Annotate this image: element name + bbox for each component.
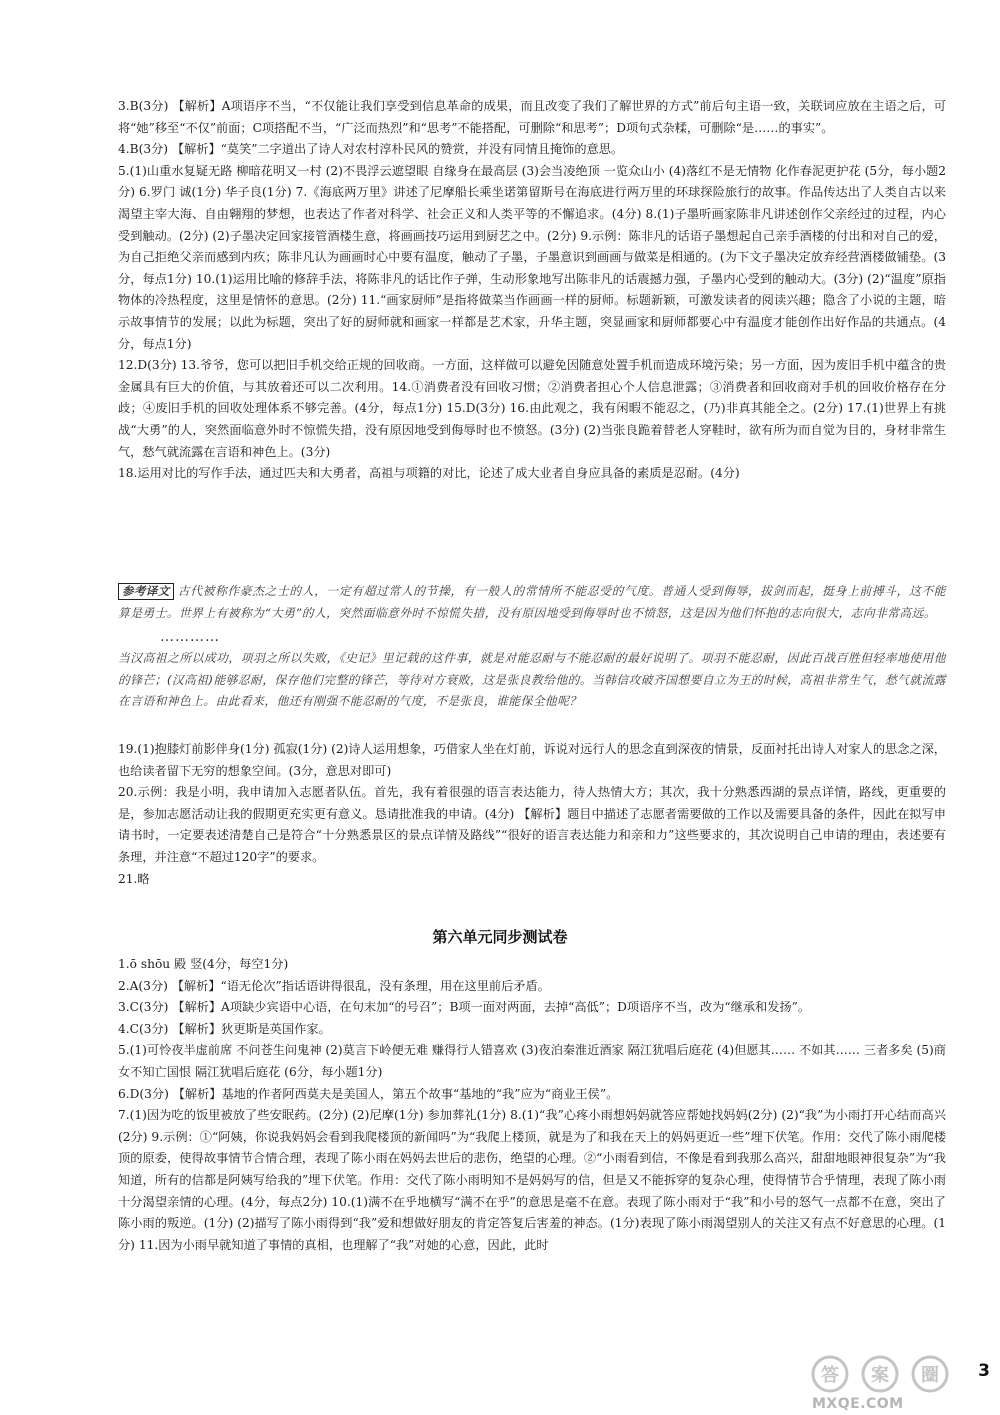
watermark-char-3: 圈 [921,1365,939,1386]
answer-item-19: 19.(1)抱膝灯前影伴身(1分) 孤寂(1分) (2)诗人运用想象，巧借家人坐在灯前，诉说对远行人的思念直到深夜的情景，反面衬托出诗人对家人的思念之深，也给读者留下无穷的想象空间。(3分，意思对即可) [118,742,946,778]
reference-tag: 参考译文 [118,583,174,600]
unit6-answers-7-11: 7.(1)因为吃的饭里被放了些安眠药。(2分) (2)尼摩(1分) 参加葬礼(1分) 8.(1)“我”心疼小雨想妈妈就答应帮她找妈妈(2分) (2)“我”为小雨打开心结而高兴(2分) 9.示例：①“阿姨，你说我妈妈会看到我爬楼顶的新闻吗”为“我爬上楼顶，就是为了和我在天上的妈妈更近一些”埋下伏笔。作用：交代了陈小雨爬楼顶的原委，使得故事情节合情合理，表现了陈小雨在妈妈去世后的悲伤，绝望的心理。②“小雨看到信，不像是看到我那么高兴，甜甜地眼神很复杂”为“我知道，所有的信都是阿姨写给我的”埋下伏笔。作用：交代了陈小雨明知不是妈妈写的信，但是又不能拆穿的复杂心理，使得情节合乎情理，表现了陈小雨十分渴望亲情的心理。(4分，每点2分) 10.(1)满不在乎地横写“满不在乎”的意思是毫不在意。表现了陈小雨对于“我”和小号的怒气一点都不在意，突出了陈小雨的叛逆。(1分) (2)描写了陈小雨得到“我”爱和想做好朋友的肯定答复后害羞的神态。(1分)表现了陈小雨渴望别人的关注又有点不好意思的心理。(1分) 11.因为小雨早就知道了事情的真相，也理解了“我”对她的心意，因此，此时 [118,1108,946,1252]
answers-bottom [118,954,946,1256]
reference-continued: 当汉高祖之所以成功，项羽之所以失败，《史记》里记载的这件事，就是对能忍耐与不能忍耐的最好说明了。项羽不能忍耐，因此百战百胜但轻率地使用他的锋芒；(汉高祖)能够忍耐，保存他们完整的锋芒，等待对方衰败，这是张良教给他的。当韩信攻破齐国想要自立为王的时候，高祖非常生气，愁气就流露在言语和神色上。由此看来，他还有刚强不能忍耐的气度，不是张良，谁能保全他呢？ [118,651,946,709]
reference-text: 古代被称作豪杰之士的人，一定有超过常人的节操，有一般人的常情所不能忍受的气度。普通人受到侮辱，拔剑而起，挺身上前搏斗，这不能算是勇士。世界上有被称为“大勇”的人，突然面临意外时不惊慌失措，没有原因地受到侮辱时也不愤怒，这是因为他们怀抱的志向很大，志向非常高远。 [118,584,946,620]
answer-items-12-17: 12.D(3分) 13.爷爷，您可以把旧手机交给正规的回收商。一方面，这样做可以避免因随意处置手机而造成环境污染；另一方面，因为废旧手机中蕴含的贵金属具有巨大的价值，与其放着还可以二次利用。14.①消费者没有回收习惯；②消费者担心个人信息泄露；③消费者和回收商对手机的回收价格存在分歧；④废旧手机的回收处理体系不够完善。(4分，每点1分) 15.D(3分) 16.由此观之，我有闲暇不能忍之，(乃)非真其能全之。(2分) 17.(1)世界上有挑战“大勇”的人，突然面临意外时不惊慌失措，没有原因地受到侮辱时也不愤怒。(3分) (2)当张良跪着替老人穿鞋时，欲有所为而自觉为目的，身材非常生气，愁气就流露在言语和神色上。(3分) [118,358,946,459]
watermark-text: MXQE.COM [812,1396,904,1412]
answers-top [118,96,946,485]
answers-mid [118,739,946,890]
answer-item-4: 4.B(3分) 【解析】“莫笑”二字道出了诗人对农村淳朴民风的赞赏，并没有同情且掩饰的意思。 [118,142,624,157]
ellipsis-divider: ………… [160,629,220,645]
answer-item-3: 3.B(3分) 【解析】A项语序不当，“不仅能让我们享受到信息革命的成果，而且改变了我们了解世界的方式”前后句主语一致，关联词应放在主语之后，可将“她”移至“不仅”前面；C项搭配不当，“广泛而热烈”和“思考”不能搭配，可删除“和思考”；D项句式杂糅，可删除“是……的事实”。 [118,99,946,135]
section-title: 第六单元同步测试卷 [432,928,568,946]
answer-item-18: 18.运用对比的写作手法，通过匹夫和大勇者，高祖与项籍的对比，论述了成大业者自身应具备的素质是忍耐。(4分) [118,466,740,481]
answer-item-21: 21.略 [118,871,150,886]
reference-translation [118,581,946,624]
unit6-answer-2: 2.A(3分) 【解析】“语无伦次”指话语讲得很乱，没有条理，用在这里前后矛盾。 [118,978,550,993]
answer-items-5-11: 5.(1)山重水复疑无路 柳暗花明又一村 (2)不畏浮云遮望眼 自缘身在最高层 (3)会当凌绝顶 一览众山小 (4)落红不是无情物 化作春泥更护花 (5分，每小题2分) 6.罗门 诚(1分) 华子良(1分) 7.《海底两万里》讲述了尼摩船长乘坐诺第留斯号在海底进行两万里的环球探险旅行的故事。作品传达出了人类自古以来渴望主宰大海、自由翱翔的梦想，也表达了作者对科学、社会正义和人类平等的不懈追求。(4分) 8.(1)子墨听画家陈非凡讲述创作父亲经过的过程，内心受到触动。(2分) (2)子墨决定回家接管酒楼生意，将画画技巧运用到厨艺之中。(2分) 9.示例：陈非凡的话语子墨想起自己亲手酒楼的付出和对自己的爱，为自己拒绝父亲而感到内疚；陈非凡认为画画时心中要有温度，触动了子墨，子墨意识到画画与做菜是相通的。(为下文子墨决定放弃经营酒楼做铺垫。(3分，每点1分) 10.(1)运用比喻的修辞手法，将陈非凡的话比作子弹，生动形象地写出陈非凡的话震撼力强，子墨内心受到的触动大。(3分) (2)“温度”原指物体的冷热程度，这里是情怀的意思。(2分) 11.“画家厨师”是指将做菜当作画画一样的厨师。标题新颖，可激发读者的阅读兴趣；隐含了小说的主题，暗示故事情节的发展；以此为标题，突出了好的厨师就和画家一样都是艺术家，升华主题，突显画家和厨师都要心中有温度才能创作出好作品的共通点。(4分，每点1分) [118,163,946,351]
watermark-char-2: 案 [871,1365,889,1386]
unit6-answer-6: 6.D(3分) 【解析】基地的作者阿西莫夫是美国人，第五个故事“基地的“我”应为“商业王侯”。 [118,1086,619,1101]
unit6-answer-3: 3.C(3分) 【解析】A项缺少宾语中心语，在句末加“的号召”；B项一面对两面，去掉“高低”；D项语序不当，改为“继承和发扬”。 [118,1000,811,1015]
unit6-answer-5: 5.(1)可怜夜半虚前席 不问苍生问鬼神 (2)莫言下岭便无难 赚得行人错喜欢 (3)夜泊秦淮近酒家 隔江犹唱后庭花 (4)但愿其…… 不如其…… 三者多矣 (5)商女不知亡国恨 隔江犹唱后庭花 (6分，每小题1分) [118,1043,946,1079]
answer-item-20: 20.示例：我是小明，我申请加入志愿者队伍。首先，我有着很强的语言表达能力，待人热情大方；其次，我十分熟悉西湖的景点详情，路线，更重要的是，参加志愿活动让我的假期更充实更有意义。恳请批准我的申请。(4分) 【解析】题目中描述了志愿者需要做的工作以及需要具备的条件，因此在拟写申请书时，一定要表述清楚自己是符合“十分熟悉景区的景点详情及路线”“很好的语言表达能力和亲和力”这些要求的，其次说明自己申请的理由，表述要有条理，并注意“不超过120字”的要求。 [118,785,946,864]
watermark-char-1: 答 [821,1365,839,1386]
unit6-answer-4: 4.C(3分) 【解析】狄更斯是英国作家。 [118,1021,331,1036]
page-number: 3 [978,1361,990,1381]
unit6-answer-1: 1.ō shōu 殿 竖(4分，每空1分) [118,957,289,971]
